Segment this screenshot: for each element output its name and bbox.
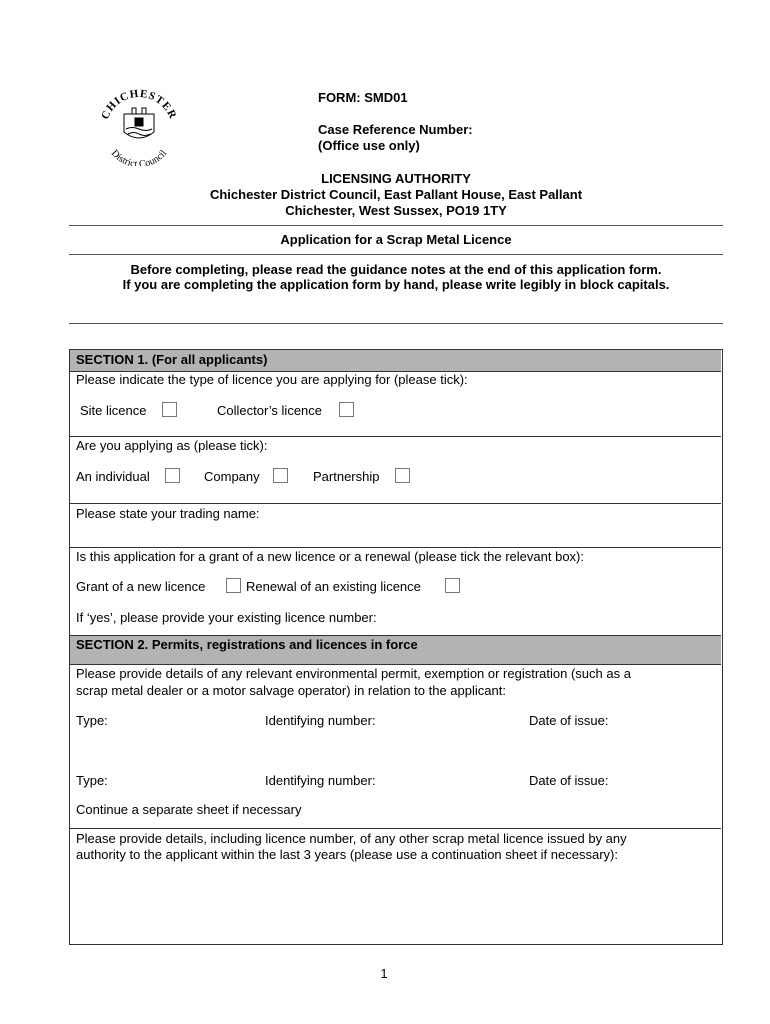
- guidance-note-2: If you are completing the application form by hand, please write legibly in block capitals.: [122, 277, 670, 292]
- renewal-label: Renewal of an existing licence: [246, 579, 421, 594]
- date-of-issue-label-2: Date of issue:: [529, 773, 609, 788]
- form-title: Application for a Scrap Metal Licence: [280, 232, 512, 247]
- grant-renewal-question: Is this application for a grant of a new licence or a renewal (please tick the relevant box):: [76, 549, 584, 564]
- continue-note: Continue a separate sheet if necessary: [76, 802, 302, 817]
- divider: [69, 323, 723, 324]
- grant-new-checkbox[interactable]: [226, 578, 241, 593]
- individual-label: An individual: [76, 469, 150, 484]
- licence-type-question: Please indicate the type of licence you are applying for (please tick):: [76, 372, 468, 387]
- address-line-2: Chichester, West Sussex, PO19 1TY: [285, 203, 507, 218]
- permits-question-line-2: scrap metal dealer or a motor salvage operator) in relation to the applicant:: [76, 683, 506, 698]
- partnership-label: Partnership: [313, 469, 380, 484]
- page-number: 1: [380, 966, 388, 981]
- trading-name-field[interactable]: [70, 522, 721, 546]
- identifying-number-label-2: Identifying number:: [265, 773, 376, 788]
- guidance-note-1: Before completing, please read the guidance notes at the end of this application form.: [130, 262, 662, 277]
- grant-new-label: Grant of a new licence: [76, 579, 206, 594]
- company-checkbox[interactable]: [273, 468, 288, 483]
- permits-question-line-1: Please provide details of any relevant environmental permit, exemption or registration (such as a: [76, 666, 631, 681]
- section-1-title: SECTION 1. (For all applicants): [76, 352, 268, 367]
- logo-arc-top: CHICHESTER: [99, 87, 179, 122]
- existing-licence-question: If ‘yes’, please provide your existing licence number:: [76, 610, 377, 625]
- section-1-header: [70, 350, 721, 371]
- row-divider: [70, 828, 721, 829]
- individual-checkbox[interactable]: [165, 468, 180, 483]
- date-of-issue-label-1: Date of issue:: [529, 713, 609, 728]
- office-use-label: (Office use only): [318, 138, 420, 153]
- address-line-1: Chichester District Council, East Pallant House, East Pallant: [209, 187, 583, 202]
- applying-as-question: Are you applying as (please tick):: [76, 438, 268, 453]
- other-licence-details-field[interactable]: [70, 866, 721, 942]
- divider: [69, 254, 723, 255]
- site-licence-label: Site licence: [80, 403, 147, 418]
- divider: [69, 225, 723, 226]
- collector-licence-checkbox[interactable]: [339, 402, 354, 417]
- renewal-checkbox[interactable]: [445, 578, 460, 593]
- other-licence-question-line-2: authority to the applicant within the last 3 years (please use a continuation sheet if necessary):: [76, 847, 618, 862]
- row-divider: [70, 547, 721, 548]
- collector-licence-label: Collector’s licence: [217, 403, 323, 418]
- identifying-number-label-1: Identifying number:: [265, 713, 376, 728]
- logo-arc-bottom: District Council: [108, 147, 170, 166]
- council-crest-icon: [92, 84, 186, 166]
- partnership-checkbox[interactable]: [395, 468, 410, 483]
- council-logo: [92, 84, 186, 166]
- row-divider: [70, 503, 721, 504]
- svg-text:District Council: [109, 148, 169, 166]
- trading-name-question: Please state your trading name:: [76, 506, 260, 521]
- company-label: Company: [204, 469, 260, 484]
- row-divider: [70, 664, 721, 665]
- licensing-authority: LICENSING AUTHORITY: [321, 171, 471, 186]
- case-reference-label: Case Reference Number:: [318, 122, 473, 137]
- form-id: FORM: SMD01: [318, 90, 408, 105]
- section-2-header: [70, 636, 721, 664]
- other-licence-question-line-1: Please provide details, including licence number, of any other scrap metal licence issued by any: [76, 831, 627, 846]
- type-label-1: Type:: [76, 713, 108, 728]
- type-label-2: Type:: [76, 773, 108, 788]
- section-2-title: SECTION 2. Permits, registrations and licences in force: [76, 637, 418, 652]
- row-divider: [70, 436, 721, 437]
- svg-text:CHICHESTER: [99, 88, 179, 122]
- site-licence-checkbox[interactable]: [162, 402, 177, 417]
